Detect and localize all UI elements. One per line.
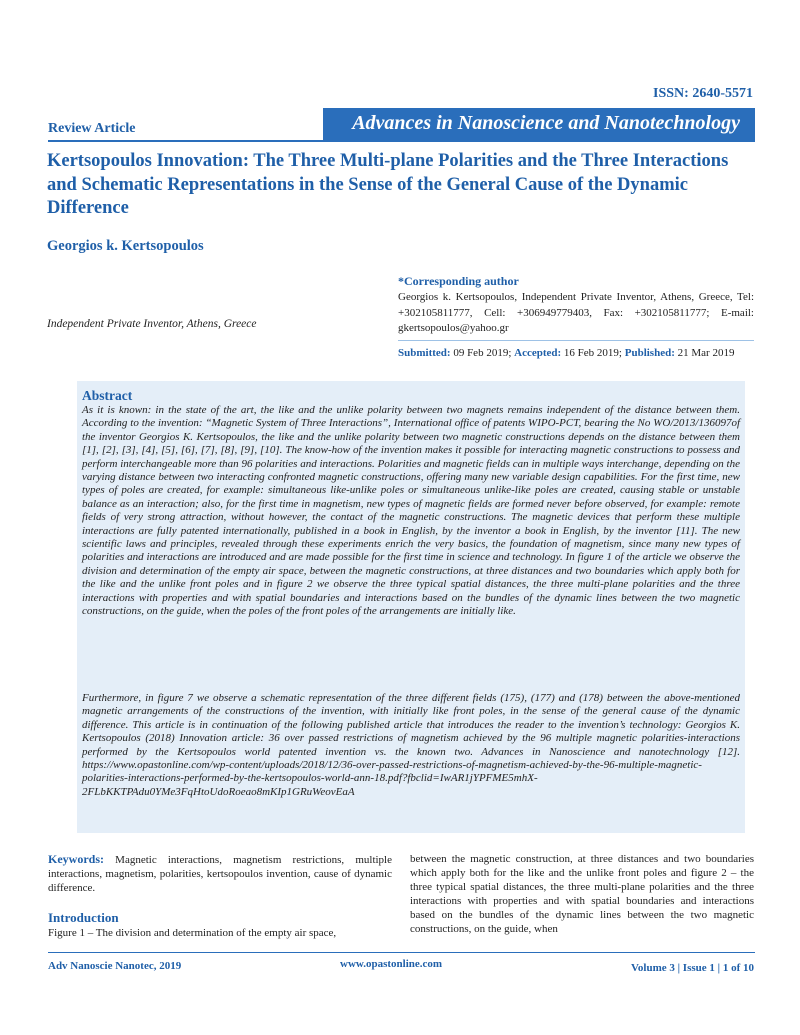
author-affiliation: Independent Private Inventor, Athens, Greece [47,318,257,330]
introduction-text: Figure 1 – The division and determination of the empty air space, [48,927,337,939]
keywords [48,852,392,895]
header-rule [48,140,755,142]
footer-website-link[interactable]: www.opastonline.com [340,958,443,970]
article-title: Kertsopoulos Innovation: The Three Multi-plane Polarities and the Three Interactions and Schematic Representations in the Sense of the General Cause of the Dynamic Difference [47,151,729,218]
abstract-paragraph-1: As it is known: in the state of the art, the like and the unlike polarity between two magnets remains independent of the distance between them. According to the invention: “Magnetic System of Three Interactions”, International office of patents WIPO-PCT, bearing the No WO/2013/136097of the inventor Georgios K. Kertsopoulos, the like and the unlike polarity between two magnetic constructions depends on the distance between them [1], [2], [3], [4], [5], [6], [7], [8], [9], [10]. The know-how of the invention makes it possible for interacting magnetic constructions to possess and perform interchangeable more than 96 polarities and interactions. Polarities and magnetic fields can in multiple ways interchange, depending on the varying distance between two interacting confronted magnetic constructions, offering many new variable design capabilities. For the first time, new types of poles are created, for example: simultaneous like-unlike poles or simultaneous unlike-like poles are created, causing stable or unstable balance as an interaction; also, for the first time in magnetism, new types of magnetic fields are formed never before observed, for example: remote fields of very strong attraction, without however, the contact of the magnetic constructions. The magnetic devices that perform these multiple interactions are fully patented internationally, published in a book in English, by the inventor a book in English, by the inventor [11]. The new scientific laws and principles, revealed through these experiments enrich the very basics, the foundation of magnetism, since many new types of polarities and interactions are introduced and are made possible for the first time in science and technology. In figure 1 of the article we observe the division and determination of the empty air space, between the magnetic constructions, at three distances and two boundaries which apply both for the like and the unlike front poles and in figure 2 we observe the three typical spatial distances, the three multi-plane polarities and the three interactions with properties and with spatial boundaries and interactions based on the bundles of the dynamic lines between the two magnetic constructions, on the guide, when the poles of the front poles of the arrangements are initially like. [82,404,740,618]
published-date: 21 Mar 2019 [677,347,735,359]
footer-rule [48,952,755,953]
keywords-text: Magnetic interactions, magnetism restrictions, multiple interactions, magnetism, polarities, kertsopoulos invention, cause of dynamic difference. [48,854,392,894]
corresponding-author-heading: *Corresponding author [398,274,519,288]
article-dates [398,347,734,359]
corresponding-author-details: Georgios k. Kertsopoulos, Independent Private Inventor, Athens, Greece, Tel: +302105811777, Cell: +306949779403, Fax: +302105811777; E-mail: gkertsopoulos@yahoo.gr [398,291,754,334]
published-label: Published: [624,347,675,359]
introduction-heading: Introduction [48,910,119,925]
submitted-label: Submitted: [398,347,451,359]
abstract-heading: Abstract [82,388,133,403]
issn-label: ISSN: 2640-5571 [653,86,753,101]
author-name: Georgios k. Kertsopoulos [47,238,204,254]
correspondence-divider [398,340,754,341]
journal-name: Advances in Nanoscience and Nanotechnology [352,112,740,134]
article-type: Review Article [48,121,136,136]
accepted-date: 16 Feb 2019; [563,347,622,359]
accepted-label: Accepted: [514,347,562,359]
introduction-column-2: between the magnetic construction, at three distances and two boundaries which apply both for the like and the unlike front poles and figure 2 – the three typical spatial distances, the three multi-plane polarities and the three interactions with properties and with spatial boundaries and interactions based on the bundles of the dynamic lines between the two magnetic constructions, on the guide, when [410,853,754,935]
keywords-label: Keywords: [48,852,104,866]
footer-page-info: Volume 3 | Issue 1 | 1 of 10 [630,962,754,974]
footer-citation: Adv Nanoscie Nanotec, 2019 [48,960,182,972]
submitted-date: 09 Feb 2019; [453,347,512,359]
abstract-paragraph-2: Furthermore, in figure 7 we observe a schematic representation of the three different fields (175), (177) and (178) between the above-mentioned magnetic arrangements of the constructions of the invention, with initially like front poles, in the sense of the general cause of the dynamic difference. This article is in continuation of the following published article that introduces the reader to the invention’s technology: Georgios K. Kertsopoulos (2018) Innovation article: 36 over passed restrictions of magnetism achieved by the 96 multiple magnetic polarities-interactions performed by the Kertsopoulos world patented invention vs. the known two. Advances in Nanoscience and nanotechnology [12]. https://www.opastonline.com/wp-content/uploads/2018/12/36-over-passed-restrictions-of-magnetism-achieved-by-the-96-multiple-magnetic-polarities-interactions-performed-by-the-kertsopoulos-world-ann-18.pdf?fbclid=IwAR1jYPFME5mhX-2FLbKKTPAdu0YMe3FqHtoUdoRoeao8mKIp1GRuWeovEaA [82,692,740,798]
